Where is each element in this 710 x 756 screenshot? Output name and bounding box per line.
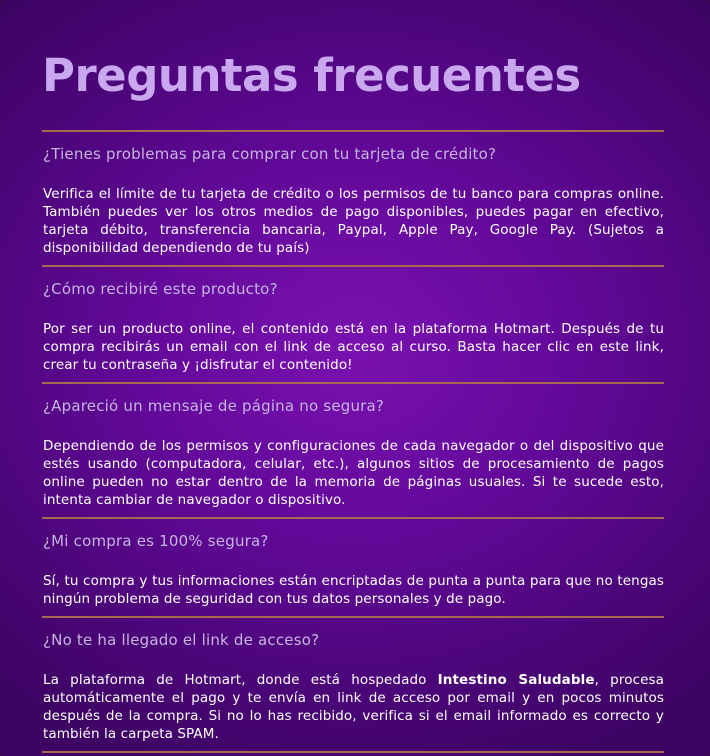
faq-question: ¿Mi compra es 100% segura?	[43, 532, 269, 550]
divider	[42, 130, 664, 132]
faq-question: ¿No te ha llegado el link de acceso?	[43, 631, 320, 649]
faq-item-insecure-page	[42, 396, 664, 509]
divider	[42, 265, 664, 267]
product-name: Intestino Saludable	[437, 672, 595, 688]
faq-answer: Verifica el límite de tu tarjeta de crédito o los permisos de tu banco para compras online. También puedes ver los otros medios de pago disponibles, puedes pagar en efectivo, tarjeta débito, transferencia bancaria, Paypal, Apple Pay, Google Pay. (Sujetos a disponibilidad dependiendo de tu país)	[43, 186, 664, 256]
faq-item-security	[42, 531, 664, 608]
faq-answer	[43, 671, 664, 743]
faq-answer: Sí, tu compra y tus informaciones están encriptadas de punta a punta para que no tengas ningún problema de seguridad con tus datos personales y de pago.	[43, 573, 664, 607]
divider	[42, 517, 664, 519]
faq-question: ¿Apareció un mensaje de página no segura?	[43, 397, 385, 415]
faq-question: ¿Cómo recibiré este producto?	[43, 280, 278, 298]
faq-list	[42, 130, 664, 753]
faq-item-credit-card	[42, 144, 664, 257]
faq-item-access-link	[42, 630, 664, 743]
faq-question: ¿Tienes problemas para comprar con tu tarjeta de crédito?	[43, 145, 497, 163]
faq-answer: Por ser un producto online, el contenido está en la plataforma Hotmart. Después de tu compra recibirás un email con el link de acceso al curso. Basta hacer clic en este link, crear tu contraseña y ¡disfrutar el contenido!	[43, 321, 664, 373]
answer-text-end: , procesa automáticamente el pago y te envía en link de acceso por email y en pocos minutos después de la compra. Si no lo has recibido, verifica si el email informado es correcto y también la carpeta SPAM.	[43, 672, 664, 742]
divider	[42, 751, 664, 753]
page-title: Preguntas frecuentes	[42, 49, 581, 102]
divider	[42, 382, 664, 384]
answer-text-start: La plataforma de Hotmart, donde está hospedado	[43, 672, 438, 688]
faq-answer: Dependiendo de los permisos y configuraciones de cada navegador o del dispositivo que estés usando (computadora, celular, etc.), algunos sitios de procesamiento de pagos online pueden no estar dentro de la memoria de páginas usuales. Si te sucede esto, intenta cambiar de navegador o dispositivo.	[43, 438, 664, 508]
faq-item-delivery	[42, 279, 664, 374]
divider	[42, 616, 664, 618]
